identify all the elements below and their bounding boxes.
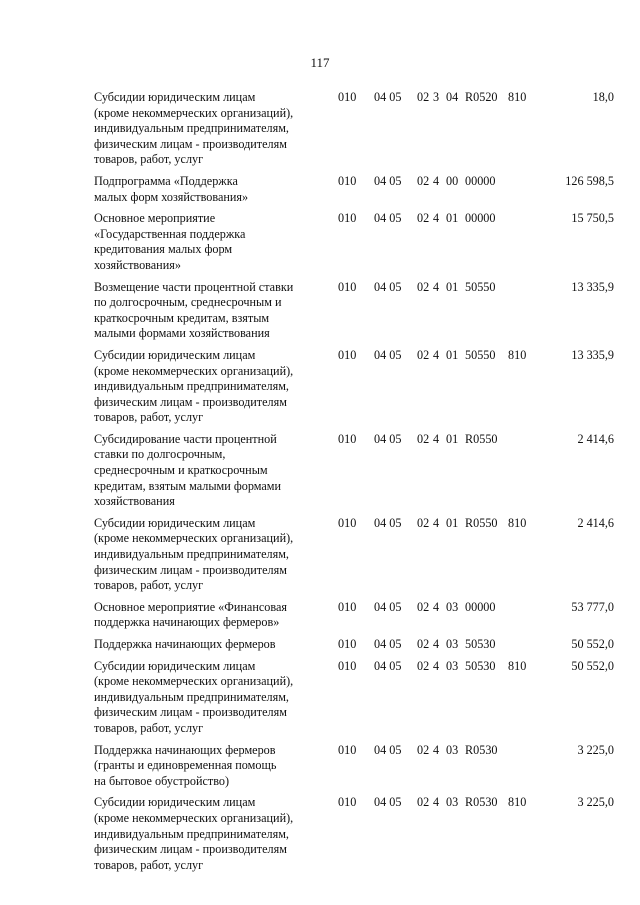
item-name-line: индивидуальным предпринимателям, xyxy=(94,689,289,704)
direction-code: R0530 xyxy=(465,742,498,757)
item-name-line: Субсидии юридическим лицам xyxy=(94,90,256,104)
table-row xyxy=(94,637,614,653)
direction-code: R0550 xyxy=(465,515,498,530)
direction-code: R0520 xyxy=(465,90,498,104)
department-code: 010 xyxy=(338,211,357,226)
item-name-line: хозяйствования» xyxy=(94,257,181,272)
program-code: 02 xyxy=(417,347,430,362)
subprogram-code: 4 xyxy=(433,795,440,810)
department-code: 010 xyxy=(338,742,357,757)
activity-code: 01 xyxy=(446,431,459,446)
section-code: 04 05 xyxy=(374,658,402,673)
item-name-line: краткосрочным кредитам, взятым xyxy=(94,310,270,325)
section-code: 04 05 xyxy=(374,515,402,530)
item-name-line: поддержка начинающих фермеров» xyxy=(94,615,280,630)
department-code: 010 xyxy=(338,347,357,362)
subprogram-code: 4 xyxy=(433,173,440,188)
program-code: 02 xyxy=(417,211,430,226)
subprogram-code: 4 xyxy=(433,599,440,614)
item-name-line: физическим лицам - производителям xyxy=(94,842,287,857)
section-code: 04 05 xyxy=(374,173,402,188)
activity-code: 00 xyxy=(446,173,459,188)
activity-code: 03 xyxy=(446,637,459,651)
item-name xyxy=(94,90,324,168)
subprogram-code: 3 xyxy=(433,90,440,104)
table-row xyxy=(94,90,614,168)
item-name-line: индивидуальным предпринимателям, xyxy=(94,826,289,841)
department-code: 010 xyxy=(338,637,357,651)
item-name xyxy=(94,174,324,205)
program-code: 02 xyxy=(417,279,430,294)
item-name-line: индивидуальным предпринимателям, xyxy=(94,121,289,136)
amount: 15 750,5 xyxy=(571,211,614,226)
expense-type-code: 810 xyxy=(508,347,527,362)
item-name-line: на бытовое обустройство) xyxy=(94,773,230,788)
item-name-line: индивидуальным предпринимателям, xyxy=(94,379,289,394)
item-name-line: хозяйствования xyxy=(94,494,175,509)
section-code: 04 05 xyxy=(374,211,402,226)
item-name-line: товаров, работ, услуг xyxy=(94,410,204,425)
amount: 50 552,0 xyxy=(571,658,614,673)
item-name xyxy=(94,348,324,426)
section-code: 04 05 xyxy=(374,599,402,614)
department-code: 010 xyxy=(338,173,357,188)
item-name-line: индивидуальным предпринимателям, xyxy=(94,547,289,562)
item-name-line: Поддержка начинающих фермеров xyxy=(94,742,276,757)
item-name-line: ставки по долгосрочным, xyxy=(94,447,226,462)
item-name xyxy=(94,659,324,737)
item-name xyxy=(94,743,324,790)
section-code: 04 05 xyxy=(374,90,402,104)
program-code: 02 xyxy=(417,599,430,614)
program-code: 02 xyxy=(417,173,430,188)
amount: 2 414,6 xyxy=(577,431,614,446)
section-code: 04 05 xyxy=(374,742,402,757)
budget-table xyxy=(94,90,614,879)
direction-code: 50550 xyxy=(465,347,496,362)
program-code: 02 xyxy=(417,742,430,757)
table-row xyxy=(94,432,614,510)
item-name-line: Субсидии юридическим лицам xyxy=(94,795,256,810)
department-code: 010 xyxy=(338,658,357,673)
item-name-line: Субсидии юридическим лицам xyxy=(94,658,256,673)
program-code: 02 xyxy=(417,515,430,530)
department-code: 010 xyxy=(338,795,357,810)
activity-code: 01 xyxy=(446,279,459,294)
table-row xyxy=(94,280,614,342)
direction-code: 50530 xyxy=(465,637,496,651)
item-name-line: Основное мероприятие xyxy=(94,211,216,226)
amount: 13 335,9 xyxy=(571,279,614,294)
activity-code: 03 xyxy=(446,658,459,673)
item-name-line: кредитам, взятым малыми формами xyxy=(94,478,281,493)
item-name xyxy=(94,795,324,873)
program-code: 02 xyxy=(417,637,430,651)
expense-type-code: 810 xyxy=(508,90,527,104)
expense-type-code: 810 xyxy=(508,795,527,810)
program-code: 02 xyxy=(417,90,430,104)
activity-code: 01 xyxy=(446,515,459,530)
section-code: 04 05 xyxy=(374,279,402,294)
direction-code: 00000 xyxy=(465,173,496,188)
item-name-line: Возмещение части процентной ставки xyxy=(94,279,294,294)
program-code: 02 xyxy=(417,658,430,673)
activity-code: 04 xyxy=(446,90,459,104)
item-name xyxy=(94,432,324,510)
subprogram-code: 4 xyxy=(433,279,440,294)
amount: 53 777,0 xyxy=(571,599,614,614)
item-name-line: (кроме некоммерческих организаций), xyxy=(94,810,294,825)
department-code: 010 xyxy=(338,90,357,104)
direction-code: R0550 xyxy=(465,431,498,446)
table-row xyxy=(94,516,614,594)
section-code: 04 05 xyxy=(374,795,402,810)
program-code: 02 xyxy=(417,431,430,446)
activity-code: 03 xyxy=(446,795,459,810)
amount: 126 598,5 xyxy=(565,173,614,188)
item-name-line: малых форм хозяйствования» xyxy=(94,189,249,204)
activity-code: 01 xyxy=(446,347,459,362)
subprogram-code: 4 xyxy=(433,637,440,651)
amount: 3 225,0 xyxy=(577,795,614,810)
activity-code: 03 xyxy=(446,742,459,757)
section-code: 04 05 xyxy=(374,347,402,362)
item-name-line: (кроме некоммерческих организаций), xyxy=(94,105,294,120)
table-row xyxy=(94,211,614,273)
program-code: 02 xyxy=(417,795,430,810)
item-name-line: физическим лицам - производителям xyxy=(94,394,287,409)
section-code: 04 05 xyxy=(374,431,402,446)
department-code: 010 xyxy=(338,279,357,294)
amount: 2 414,6 xyxy=(577,515,614,530)
amount: 50 552,0 xyxy=(571,637,614,651)
department-code: 010 xyxy=(338,515,357,530)
item-name-line: среднесрочным и краткосрочным xyxy=(94,463,268,478)
direction-code: R0530 xyxy=(465,795,498,810)
item-name-line: товаров, работ, услуг xyxy=(94,578,204,593)
item-name-line: малыми формами хозяйствования xyxy=(94,326,270,341)
amount: 13 335,9 xyxy=(571,347,614,362)
item-name-line: товаров, работ, услуг xyxy=(94,857,204,872)
item-name xyxy=(94,211,324,273)
activity-code: 03 xyxy=(446,599,459,614)
table-row xyxy=(94,600,614,631)
item-name-line: товаров, работ, услуг xyxy=(94,720,204,735)
item-name-line: товаров, работ, услуг xyxy=(94,152,204,167)
subprogram-code: 4 xyxy=(433,431,440,446)
item-name-line: (кроме некоммерческих организаций), xyxy=(94,363,294,378)
item-name-line: «Государственная поддержка xyxy=(94,226,246,241)
direction-code: 00000 xyxy=(465,599,496,614)
subprogram-code: 4 xyxy=(433,211,440,226)
item-name-line: Подпрограмма «Поддержка xyxy=(94,173,238,188)
table-row xyxy=(94,743,614,790)
item-name-line: Основное мероприятие «Финансовая xyxy=(94,599,287,614)
item-name-line: (кроме некоммерческих организаций), xyxy=(94,674,294,689)
subprogram-code: 4 xyxy=(433,658,440,673)
item-name xyxy=(94,516,324,594)
item-name xyxy=(94,280,324,342)
item-name-line: по долгосрочным, среднесрочным и xyxy=(94,295,282,310)
subprogram-code: 4 xyxy=(433,347,440,362)
amount: 3 225,0 xyxy=(577,742,614,757)
item-name-line: физическим лицам - производителям xyxy=(94,562,287,577)
department-code: 010 xyxy=(338,599,357,614)
item-name-line: кредитования малых форм xyxy=(94,242,233,257)
item-name-line: физическим лицам - производителям xyxy=(94,705,287,720)
item-name-line: Субсидии юридическим лицам xyxy=(94,347,256,362)
expense-type-code: 810 xyxy=(508,658,527,673)
subprogram-code: 4 xyxy=(433,515,440,530)
activity-code: 01 xyxy=(446,211,459,226)
item-name-line: физическим лицам - производителям xyxy=(94,136,287,151)
table-row xyxy=(94,795,614,873)
item-name-line: (гранты и единовременная помощь xyxy=(94,758,277,773)
direction-code: 50550 xyxy=(465,279,496,294)
direction-code: 00000 xyxy=(465,211,496,226)
item-name xyxy=(94,600,324,631)
item-name-line: Поддержка начинающих фермеров xyxy=(94,637,276,651)
page-number: 117 xyxy=(310,55,330,70)
table-row xyxy=(94,348,614,426)
expense-type-code: 810 xyxy=(508,515,527,530)
department-code: 010 xyxy=(338,431,357,446)
table-row xyxy=(94,659,614,737)
section-code: 04 05 xyxy=(374,637,402,651)
item-name xyxy=(94,637,324,653)
direction-code: 50530 xyxy=(465,658,496,673)
item-name-line: Субсидирование части процентной xyxy=(94,431,277,446)
table-row xyxy=(94,174,614,205)
item-name-line: (кроме некоммерческих организаций), xyxy=(94,531,294,546)
amount: 18,0 xyxy=(592,90,614,104)
item-name-line: Субсидии юридическим лицам xyxy=(94,515,256,530)
subprogram-code: 4 xyxy=(433,742,440,757)
